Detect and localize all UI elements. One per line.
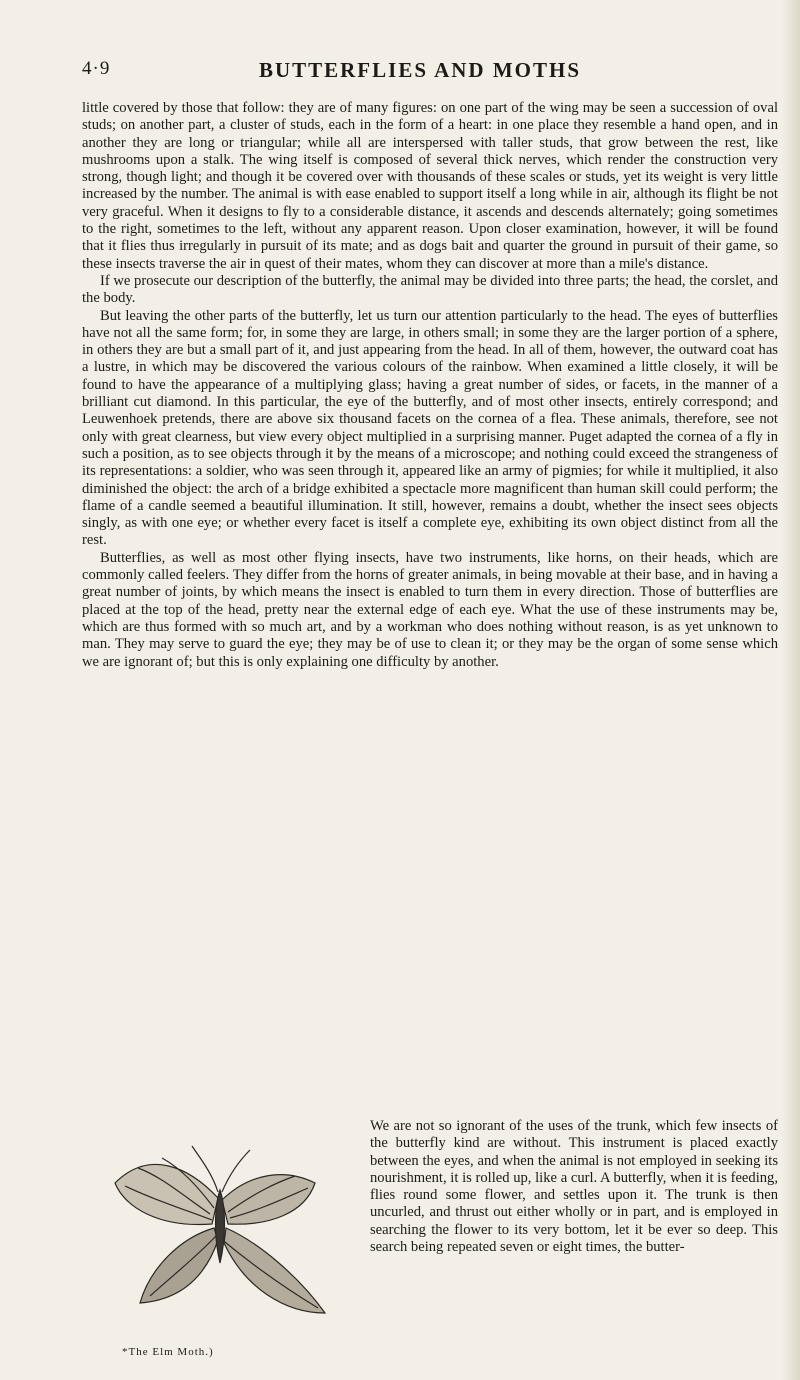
moth-illustration [82,1118,362,1363]
body-text [82,100,778,671]
paragraph: little covered by those that follow: they are of many figures: on one part of the wing may be seen a succession of oval studs; on another part, a cluster of studs, each in the form of a heart: in one place they resemble a hand open, and in another they are long or triangular; while all are interspersed with taller studs, that grow between the rest, like mushrooms upon a stalk. The wing itself is composed of several thick nerves, which render the construction very strong, though light; and though it be covered over with thousands of these scales or studs, yet its weight is very little increased by the number. The animal is with ease enabled to support itself a long while in air, although its flight be not very graceful. When it designs to fly to a considerable distance, it ascends and descends alternately; going sometimes to the right, sometimes to the left, without any apparent reason. Upon closer examination, however, it will be found that it flies thus irregularly in pursuit of its mate; and as dogs bait and quarter the ground in pursuit of their game, so these insects traverse the air in quest of their mates, whom they can discover at more than a mile's distance. [82,100,778,272]
page-edge-shadow [782,0,800,1380]
figure-caption: *The Elm Moth.) [122,1345,214,1358]
page-number: 4·9 [82,58,111,79]
paragraph: If we prosecute our description of the butterfly, the animal may be divided into three parts; the head, the corslet, and the body. [82,272,778,307]
figure-and-text [82,1118,778,1363]
paragraph: Butterflies, as well as most other flying insects, have two instruments, like horns, on their heads, which are commonly called feelers. They differ from the horns of greater animals, in being movable at their base, and in having a great number of joints, by which means the insect is enabled to turn them in every direction. Those of butterflies are placed at the top of the head, pretty near the external edge of each eye. What the use of these instruments may be, which are thus formed with so much art, and by a workman who does nothing without reason, is as yet unknown to man. They may serve to guard the eye; they may be of use to clean it; or they may be the organ of some sense which we are ignorant of; but this is only explaining one difficulty by another. [82,549,778,670]
running-title: BUTTERFLIES AND MOTHS [258,58,582,82]
moth-icon [100,1128,340,1333]
paragraph: But leaving the other parts of the butterfly, let us turn our attention particularly to the head. The eyes of butterflies have not all the same form; for, in some they are large, in others small; in some they are the larger portion of a sphere, in others they are but a small part of it, and just appearing from the head. In all of them, however, the outward coat has a lustre, in which may be discovered the various colours of the rainbow. When examined a little closely, it will be found to have the appearance of a multiplying glass; having a great number of sides, or facets, in the manner of a brilliant cut diamond. In this particular, the eye of the butterfly, and of most other insects, entirely correspond; and Leuwenhoek pretends, there are above six thousand facets on the cornea of a flea. These animals, therefore, see not only with great clearness, but view every object multiplied in a surprising manner. Puget adapted the cornea of a fly in such a position, as to see objects through it by the means of a microscope; and nothing could exceed the strangeness of its representations: a soldier, who was seen through it, appeared like an army of pigmies; for while it multiplied, it also diminished the object: the arch of a bridge exhibited a spectacle more magnificent than human skill could perform; the flame of a candle seemed a beautiful illumination. It still, however, remains a doubt, whether the insect sees objects singly, as with one eye; or whether every facet is itself a complete eye, exhibiting its own object distinct from all the rest. [82,307,778,549]
paragraph: We are not so ignorant of the uses of the trunk, which few insects of the butterfly kind are without. This instrument is placed exactly between the eyes, and when the animal is not employed in seeking its nourishment, it is rolled up, like a curl. A butterfly, when it is feeding, flies round some flower, and settles upon it. The trunk is then uncurled, and thrust out either wholly or in part, and is employed in searching the flower to its very bottom, let it be ever so deep. This search being repeated seven or eight times, the butter- [370,1118,778,1256]
page-header [82,58,758,88]
